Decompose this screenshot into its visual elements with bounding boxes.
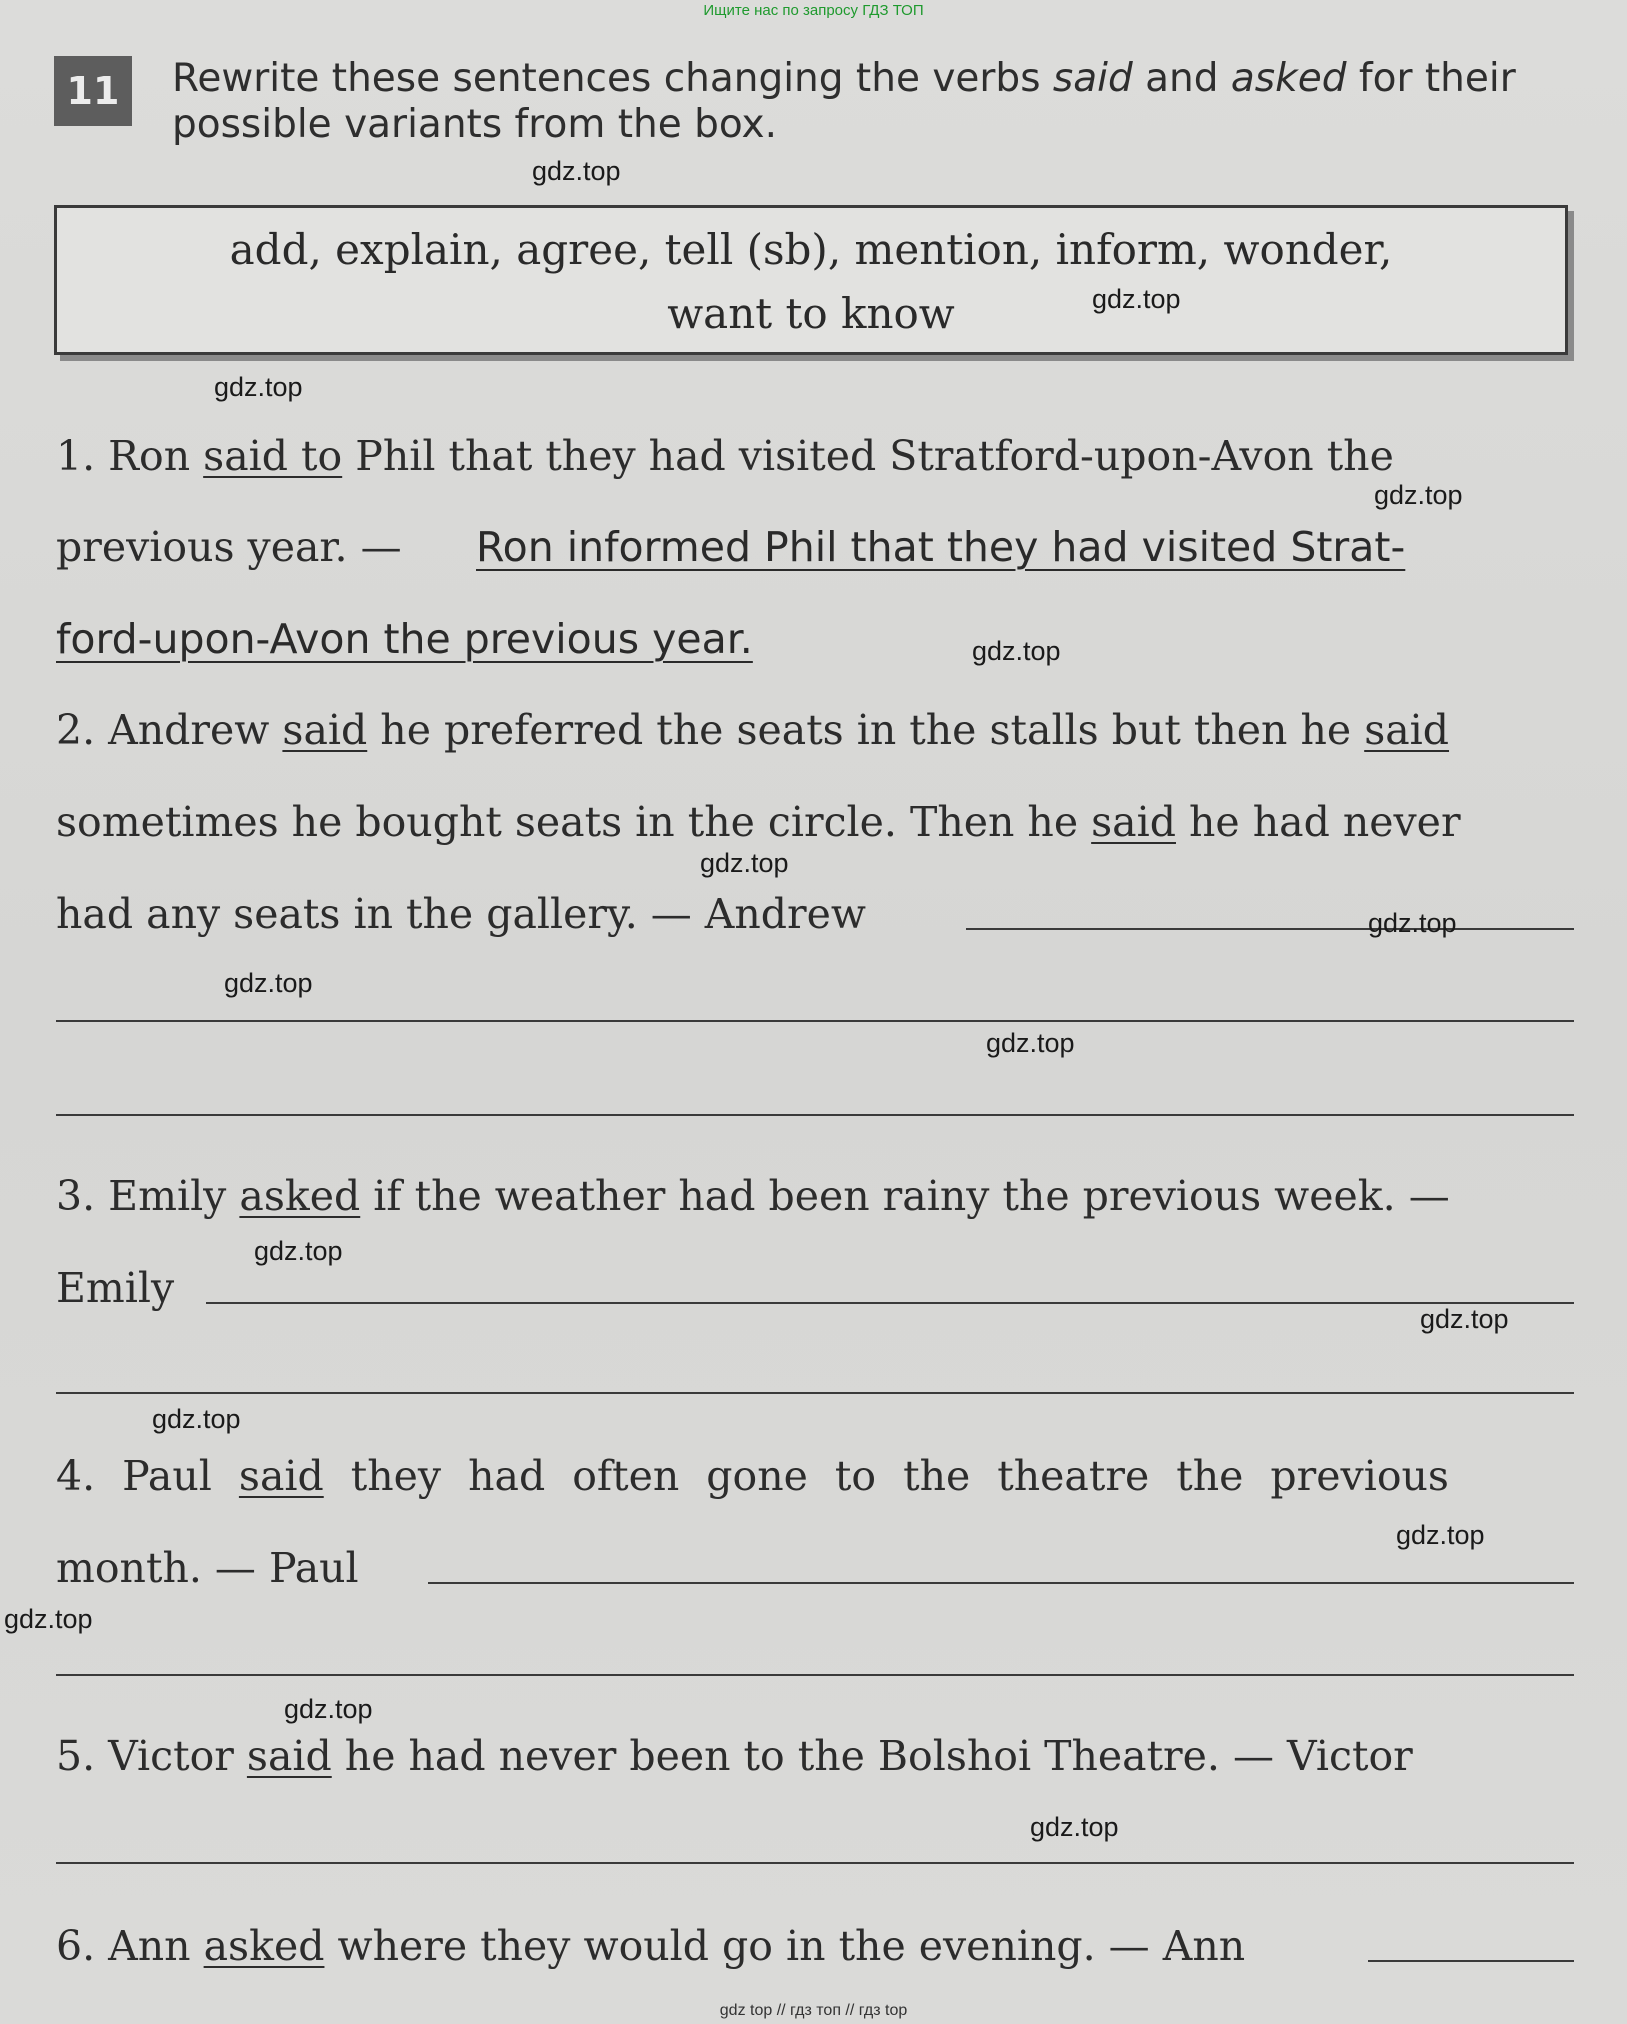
answer-line[interactable]: [56, 1674, 1574, 1676]
answer-line[interactable]: [56, 1862, 1574, 1864]
item-5-line1: 5. Victor said he had never been to the Bolshoi Theatre. — Victor: [56, 1732, 1413, 1780]
item-1-answer-line2: ford-upon-Avon the previous year.: [56, 615, 753, 663]
watermark: gdz.top: [214, 372, 303, 402]
watermark: gdz.top: [972, 636, 1061, 666]
instruction-tail: for their: [1346, 56, 1516, 101]
item-1-verb: said to: [203, 432, 343, 480]
instruction-and: and: [1132, 56, 1231, 101]
item-6-verb: asked: [203, 1922, 325, 1970]
item-4-verb: said: [238, 1452, 324, 1500]
watermark: gdz.top: [284, 1694, 373, 1724]
answer-line[interactable]: [966, 928, 1574, 930]
watermark: gdz.top: [1420, 1304, 1509, 1334]
item-5-verb: said: [246, 1732, 332, 1780]
item-2-verb-3: said: [1091, 798, 1176, 846]
watermark: gdz.top: [1368, 908, 1457, 938]
word-box: [54, 205, 1568, 355]
answer-line[interactable]: [56, 1392, 1574, 1394]
item-3-verb: asked: [239, 1172, 361, 1220]
item-4-line2: month. — Paul: [56, 1544, 359, 1592]
answer-line[interactable]: [428, 1582, 1574, 1584]
answer-line[interactable]: [1368, 1960, 1574, 1962]
watermark: gdz.top: [1030, 1812, 1119, 1842]
watermark: gdz.top: [1396, 1520, 1485, 1550]
answer-line[interactable]: [56, 1020, 1574, 1022]
word-box-line1: add, explain, agree, tell (sb), mention, inform, wonder,: [229, 225, 1393, 274]
answer-line[interactable]: [56, 1114, 1574, 1116]
item-3-line2: Emily: [56, 1264, 175, 1312]
bleed-through: [600, 380, 612, 423]
item-1-answer-line1: Ron informed Phil that they had visited Strat-: [476, 523, 1406, 571]
item-1-line2: previous year. —: [56, 523, 402, 571]
watermark: gdz.top: [532, 156, 621, 186]
item-2-line3: had any seats in the gallery. — Andrew: [56, 890, 867, 938]
instruction-asked: asked: [1230, 56, 1347, 101]
item-2-line1: 2. Andrew said he preferred the seats in the stalls but then he said: [56, 706, 1450, 754]
word-box-line2: want to know: [667, 289, 955, 338]
watermark: gdz.top: [254, 1236, 343, 1266]
watermark: gdz.top: [1092, 284, 1181, 314]
instruction-said: said: [1052, 56, 1133, 101]
watermark: gdz.top: [152, 1404, 241, 1434]
item-4-line1: 4. Paul said they had often gone to the theatre the previous: [56, 1452, 1449, 1500]
watermark: gdz.top: [700, 848, 789, 878]
watermark: gdz.top: [986, 1028, 1075, 1058]
item-1-line1: 1. Ron said to Phil that they had visited Stratford-upon-Avon the: [56, 432, 1394, 480]
watermark: gdz.top: [1374, 480, 1463, 510]
watermark: gdz.top: [224, 968, 313, 998]
exercise-number: 11: [54, 56, 132, 126]
item-3-line1: 3. Emily asked if the weather had been rainy the previous week. —: [56, 1172, 1450, 1220]
top-banner[interactable]: Ищите нас по запросу ГДЗ ТОП: [703, 2, 924, 19]
bottom-banner[interactable]: gdz top // гдз топ // гдз top: [719, 2002, 908, 2019]
exercise-instruction: [172, 56, 1572, 148]
instruction-line2: possible variants from the box.: [172, 102, 777, 147]
watermark: gdz.top: [4, 1604, 93, 1634]
item-2-verb-1: said: [282, 706, 368, 754]
answer-line[interactable]: [206, 1302, 1574, 1304]
item-2-verb-2: said: [1364, 706, 1450, 754]
instruction-text: Rewrite these sentences changing the verbs: [172, 56, 1053, 101]
item-6-line1: 6. Ann asked where they would go in the evening. — Ann: [56, 1922, 1246, 1970]
item-2-line2: sometimes he bought seats in the circle. Then he said he had never: [56, 798, 1461, 846]
